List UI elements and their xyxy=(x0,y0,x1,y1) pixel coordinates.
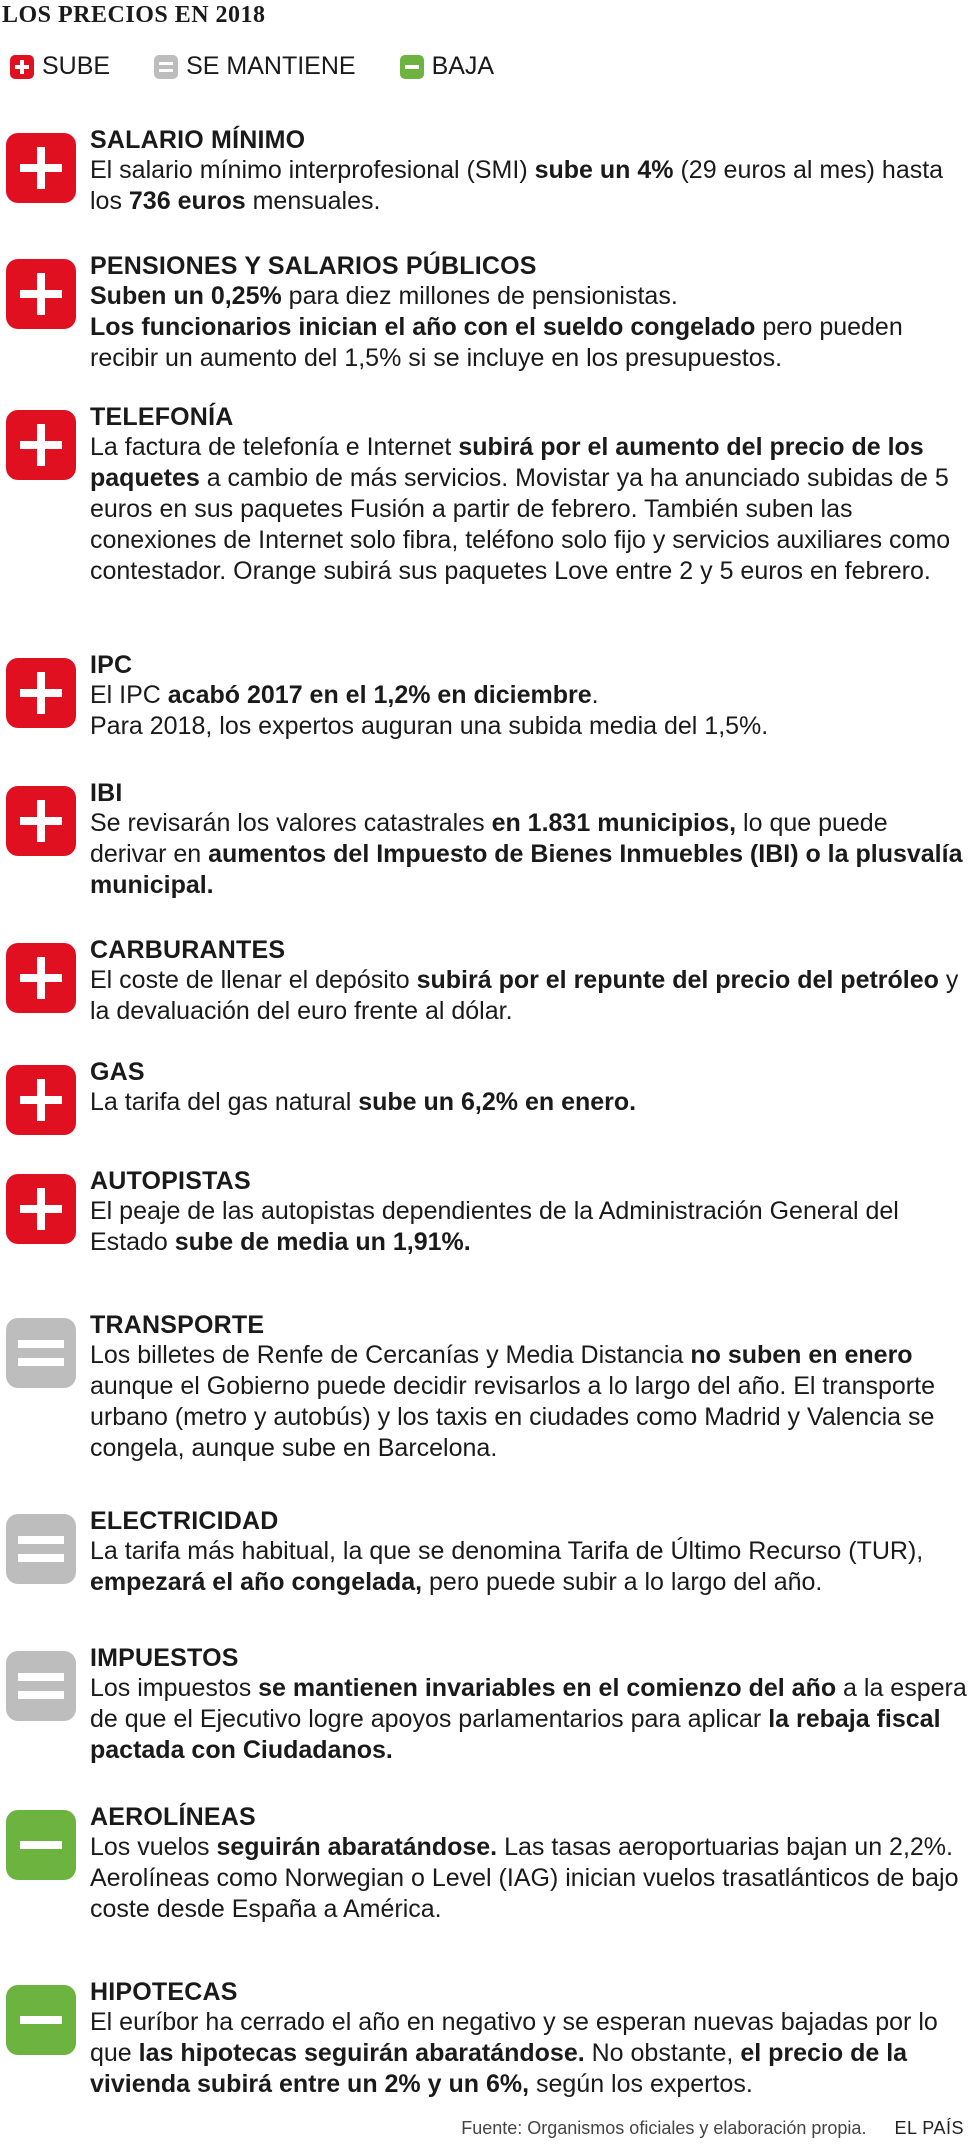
equals-icon xyxy=(6,1514,76,1584)
item-title: AEROLÍNEAS xyxy=(90,1803,256,1831)
legend-label: SE MANTIENE xyxy=(186,52,356,80)
item-body: Los billetes de Renfe de Cercanías y Media Distancia no suben en enero aunque el Gobierno puede decidir revisarlos a lo largo del año. El transporte urbano (metro y autobús) y los taxis en ciudades como Madrid y Valencia se congela, aunque sube en Barcelona. xyxy=(90,1341,935,1462)
item-title: IPC xyxy=(90,651,133,679)
legend-label: BAJA xyxy=(431,52,495,80)
item-body: El euríbor ha cerrado el año en negativo y se esperan nuevas bajadas por lo que las hipotecas seguirán abaratándose. No obstante, el precio de la vivienda subirá entre un 2% y un 6%, según los expertos. xyxy=(90,2008,938,2098)
item-body: El salario mínimo interprofesional (SMI) sube un 4% (29 euros al mes) hasta los 736 euros mensuales. xyxy=(90,156,944,215)
brand-label: EL PAÍS xyxy=(894,2118,964,2138)
page-title: LOS PRECIOS EN 2018 xyxy=(2,2,266,28)
item-title: TRANSPORTE xyxy=(90,1311,265,1339)
item-body: El IPC acabó 2017 en el 1,2% en diciembre. Para 2018, los expertos auguran una subida media del 1,5%. xyxy=(90,681,769,740)
item-body: El peaje de las autopistas dependientes de la Administración General del Estado sube de media un 1,91%. xyxy=(90,1197,899,1256)
minus-icon xyxy=(6,1985,76,2055)
plus-icon xyxy=(10,55,34,79)
plus-icon xyxy=(6,943,76,1013)
equals-icon xyxy=(6,1651,76,1721)
plus-icon xyxy=(6,1174,76,1244)
item-title: GAS xyxy=(90,1058,145,1086)
item-body: El coste de llenar el depósito subirá por el repunte del precio del petróleo y la devaluación del euro frente al dólar. xyxy=(90,966,959,1025)
item-title: IBI xyxy=(90,779,123,807)
minus-icon xyxy=(400,55,424,79)
equals-icon xyxy=(6,1318,76,1388)
legend-item-up xyxy=(10,52,110,81)
legend-item-down xyxy=(400,52,495,81)
equals-icon xyxy=(154,55,178,79)
plus-icon xyxy=(6,133,76,203)
plus-icon xyxy=(6,259,76,329)
item-title: AUTOPISTAS xyxy=(90,1167,251,1195)
plus-icon xyxy=(6,1065,76,1135)
source-note: Fuente: Organismos oficiales y elaboración propia. xyxy=(461,2118,867,2138)
item-title: IMPUESTOS xyxy=(90,1644,239,1672)
item-title: ELECTRICIDAD xyxy=(90,1507,279,1535)
plus-icon xyxy=(6,786,76,856)
item-body: Los impuestos se mantienen invariables en el comienzo del año a la espera de que el Ejecutivo logre apoyos parlamentarios para aplicar la rebaja fiscal pactada con Ciudadanos. xyxy=(90,1674,967,1764)
legend-label: SUBE xyxy=(42,52,111,80)
item-body: La tarifa del gas natural sube un 6,2% en enero. xyxy=(90,1088,637,1116)
item-body: Suben un 0,25% para diez millones de pensionistas. Los funcionarios inician el año con el sueldo congelado pero pueden recibir un aumento del 1,5% si se incluye en los presupuestos. xyxy=(90,282,903,372)
item-title: HIPOTECAS xyxy=(90,1978,238,2006)
item-body: La factura de telefonía e Internet subirá por el aumento del precio de los paquetes a cambio de más servicios. Movistar ya ha anunciado subidas de 5 euros en sus paquetes Fusión a partir de febrero. También suben las conexiones de Internet solo fibra, teléfono solo fijo y servicios auxiliares como contestador. Orange subirá sus paquetes Love entre 2 y 5 euros en febrero. xyxy=(90,433,951,585)
item-body: La tarifa más habitual, la que se denomina Tarifa de Último Recurso (TUR), empezará el año congelada, pero puede subir a lo largo del año. xyxy=(90,1537,924,1596)
item-title: CARBURANTES xyxy=(90,936,286,964)
plus-icon xyxy=(6,410,76,480)
legend-item-same xyxy=(154,52,355,81)
item-title: TELEFONÍA xyxy=(90,403,234,431)
item-title: PENSIONES Y SALARIOS PÚBLICOS xyxy=(90,252,537,280)
item-body: Se revisarán los valores catastrales en 1.831 municipios, lo que puede derivar en aumentos del Impuesto de Bienes Inmuebles (IBI) o la plusvalía municipal. xyxy=(90,809,963,899)
legend xyxy=(10,52,538,81)
plus-icon xyxy=(6,658,76,728)
footer xyxy=(461,2118,964,2139)
item-title: SALARIO MÍNIMO xyxy=(90,126,306,154)
item-body: Los vuelos seguirán abaratándose. Las tasas aeroportuarias bajan un 2,2%. Aerolíneas como Norwegian o Level (IAG) inician vuelos trasatlánticos de bajo coste desde España a América. xyxy=(90,1833,959,1923)
minus-icon xyxy=(6,1810,76,1880)
